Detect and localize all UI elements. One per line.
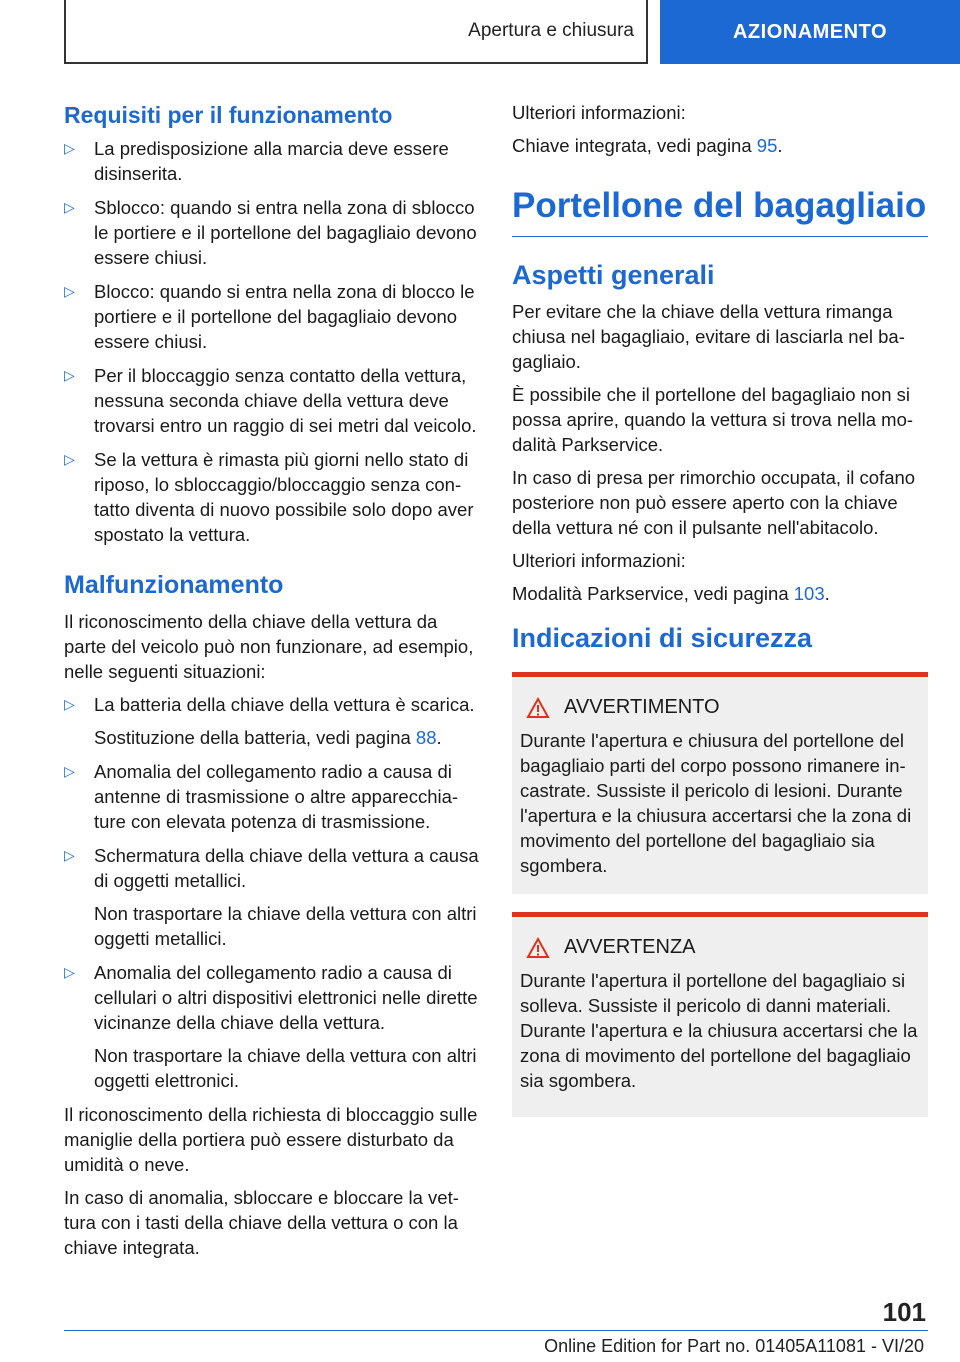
list-item: ▷ Sblocco: quando si entra nella zona di sblocco le portiere e il portellone del bagagliaio devono essere chiusi.	[64, 197, 477, 268]
heading-malfunzionamento: Malfunzionamento	[64, 571, 284, 599]
triangle-bullet-icon: ▷	[64, 964, 75, 980]
heading-requisiti: Requisiti per il funzionamento	[64, 102, 393, 128]
aspetti-paragraph-1: Per evitare che la chiave della vettura rimanga chiusa nel bagagliaio, evitare di lasciarla nel bagagliaio.	[512, 301, 905, 372]
info2-label: Ulteriori informazioni:	[512, 550, 686, 571]
triangle-bullet-icon: ▷	[64, 847, 75, 863]
header-chapter-tab	[660, 0, 960, 64]
warning-box-avvertimento	[512, 672, 928, 894]
triangle-bullet-icon: ▷	[64, 283, 75, 299]
header-chapter-label: AZIONAMENTO	[732, 20, 887, 43]
aspetti-paragraph-2: È possibile che il portellone del bagagliaio non si possa aprire, quando la vettura si trova nella modalità Parkservice.	[512, 384, 914, 455]
triangle-bullet-icon: ▷	[64, 199, 75, 215]
malf-paragraph-1: Il riconoscimento della richiesta di bloccaggio sulle maniglie della portiera può essere disturbato da umidità o neve.	[64, 1104, 478, 1175]
warning-triangle-icon	[526, 937, 550, 959]
warning-triangle-icon	[526, 697, 550, 719]
list-item: ▷ La predisposizione alla marcia deve essere disinserita.	[64, 138, 449, 184]
warning-title: AVVERTENZA	[564, 936, 696, 958]
list-item: ▷ La batteria della chiave della vettura è scarica. Sostituzione della batteria, vedi pagina 88.	[64, 694, 475, 748]
aspetti-paragraph-3: In caso di presa per rimorchio occupata, il cofano posteriore non può essere aperto con la chiave della vettura né con il pulsante nell'abitacolo.	[512, 467, 916, 538]
warning-box-avvertenza	[512, 912, 928, 1117]
triangle-bullet-icon: ▷	[64, 367, 75, 383]
malf-paragraph-2: In caso di anomalia, sbloccare e bloccare la vettura con i tasti della chiave della vettura o con la chiave integrata.	[64, 1187, 459, 1258]
malf-list	[64, 692, 480, 1093]
info1-label: Ulteriori informazioni:	[512, 102, 686, 123]
heading-portellone: Portellone del bagagliaio	[512, 186, 928, 237]
warning-title: AVVERTIMENTO	[564, 696, 720, 718]
list-item: ▷ Anomalia del collegamento radio a causa di antenne di trasmissione o altre apparecchiature con elevata potenza di trasmissione.	[64, 761, 459, 832]
triangle-bullet-icon: ▷	[64, 763, 75, 779]
warning-text: Durante l'apertura il portellone del bagagliaio si solleva. Sussiste il pericolo di danni materiali. Durante l'apertura e la chiusura accertarsi che la zona di movimento del portellone del bagagliaio sia sgombera.	[520, 970, 918, 1091]
page-number: 101	[882, 1297, 926, 1327]
left-column	[64, 100, 480, 1268]
info1-text: Chiave integrata, vedi pagina 95.	[512, 135, 783, 156]
list-item: ▷ Per il bloccaggio senza contatto della vettura, nessuna seconda chiave della vettura deve trovarsi entro un raggio di sei metri dal veicolo.	[64, 365, 477, 436]
footer-edition: Online Edition for Part no. 01405A11081 - VI/20	[544, 1336, 924, 1356]
page-link-103[interactable]: 103	[793, 583, 825, 604]
list-item: ▷ Blocco: quando si entra nella zona di blocco le portiere e il portellone del bagagliaio devono essere chiusi.	[64, 281, 475, 352]
warning-text: Durante l'apertura e chiusura del portellone del bagagliaio parti del corpo possono rimanere incastrate. Sussiste il pericolo di lesioni. Durante l'apertura e la chiusura accertarsi che la zona di movimento del portellone del bagagliaio sia sgombera.	[520, 730, 912, 876]
right-column	[512, 100, 928, 1135]
list-item: ▷ Anomalia del collegamento radio a causa di cellulari o altri dispositivi elettronici nelle dirette vicinanze della chiave della vettura. Non trasportare la chiave della vettura con altri oggetti elettronici.	[64, 962, 478, 1091]
triangle-bullet-icon: ▷	[64, 140, 75, 156]
list-item: ▷ Se la vettura è rimasta più giorni nello stato di riposo, lo sbloccaggio/bloccaggio senza contatto diventa di nuovo possibile solo dopo aver spostato la vettura.	[64, 449, 474, 545]
page-link-88[interactable]: 88	[415, 727, 437, 748]
triangle-bullet-icon: ▷	[64, 696, 75, 712]
header-section-title: Apertura e chiusura	[468, 20, 634, 41]
info2-text: Modalità Parkservice, vedi pagina 103.	[512, 583, 830, 604]
page-link-95[interactable]: 95	[756, 135, 778, 156]
list-item: ▷ Schermatura della chiave della vettura a causa di oggetti metallici. Non trasportare la chiave della vettura con altri oggetti metallici.	[64, 845, 479, 949]
requisiti-list	[64, 136, 480, 547]
footer-divider	[64, 1330, 928, 1331]
heading-aspetti: Aspetti generali	[512, 260, 715, 290]
header-section-box	[64, 0, 648, 64]
triangle-bullet-icon: ▷	[64, 451, 75, 467]
malf-intro: Il riconoscimento della chiave della vettura da parte del veicolo può non funzionare, ad esempio, nelle seguenti situazioni:	[64, 611, 474, 682]
heading-sicurezza: Indicazioni di sicurezza	[512, 623, 813, 653]
